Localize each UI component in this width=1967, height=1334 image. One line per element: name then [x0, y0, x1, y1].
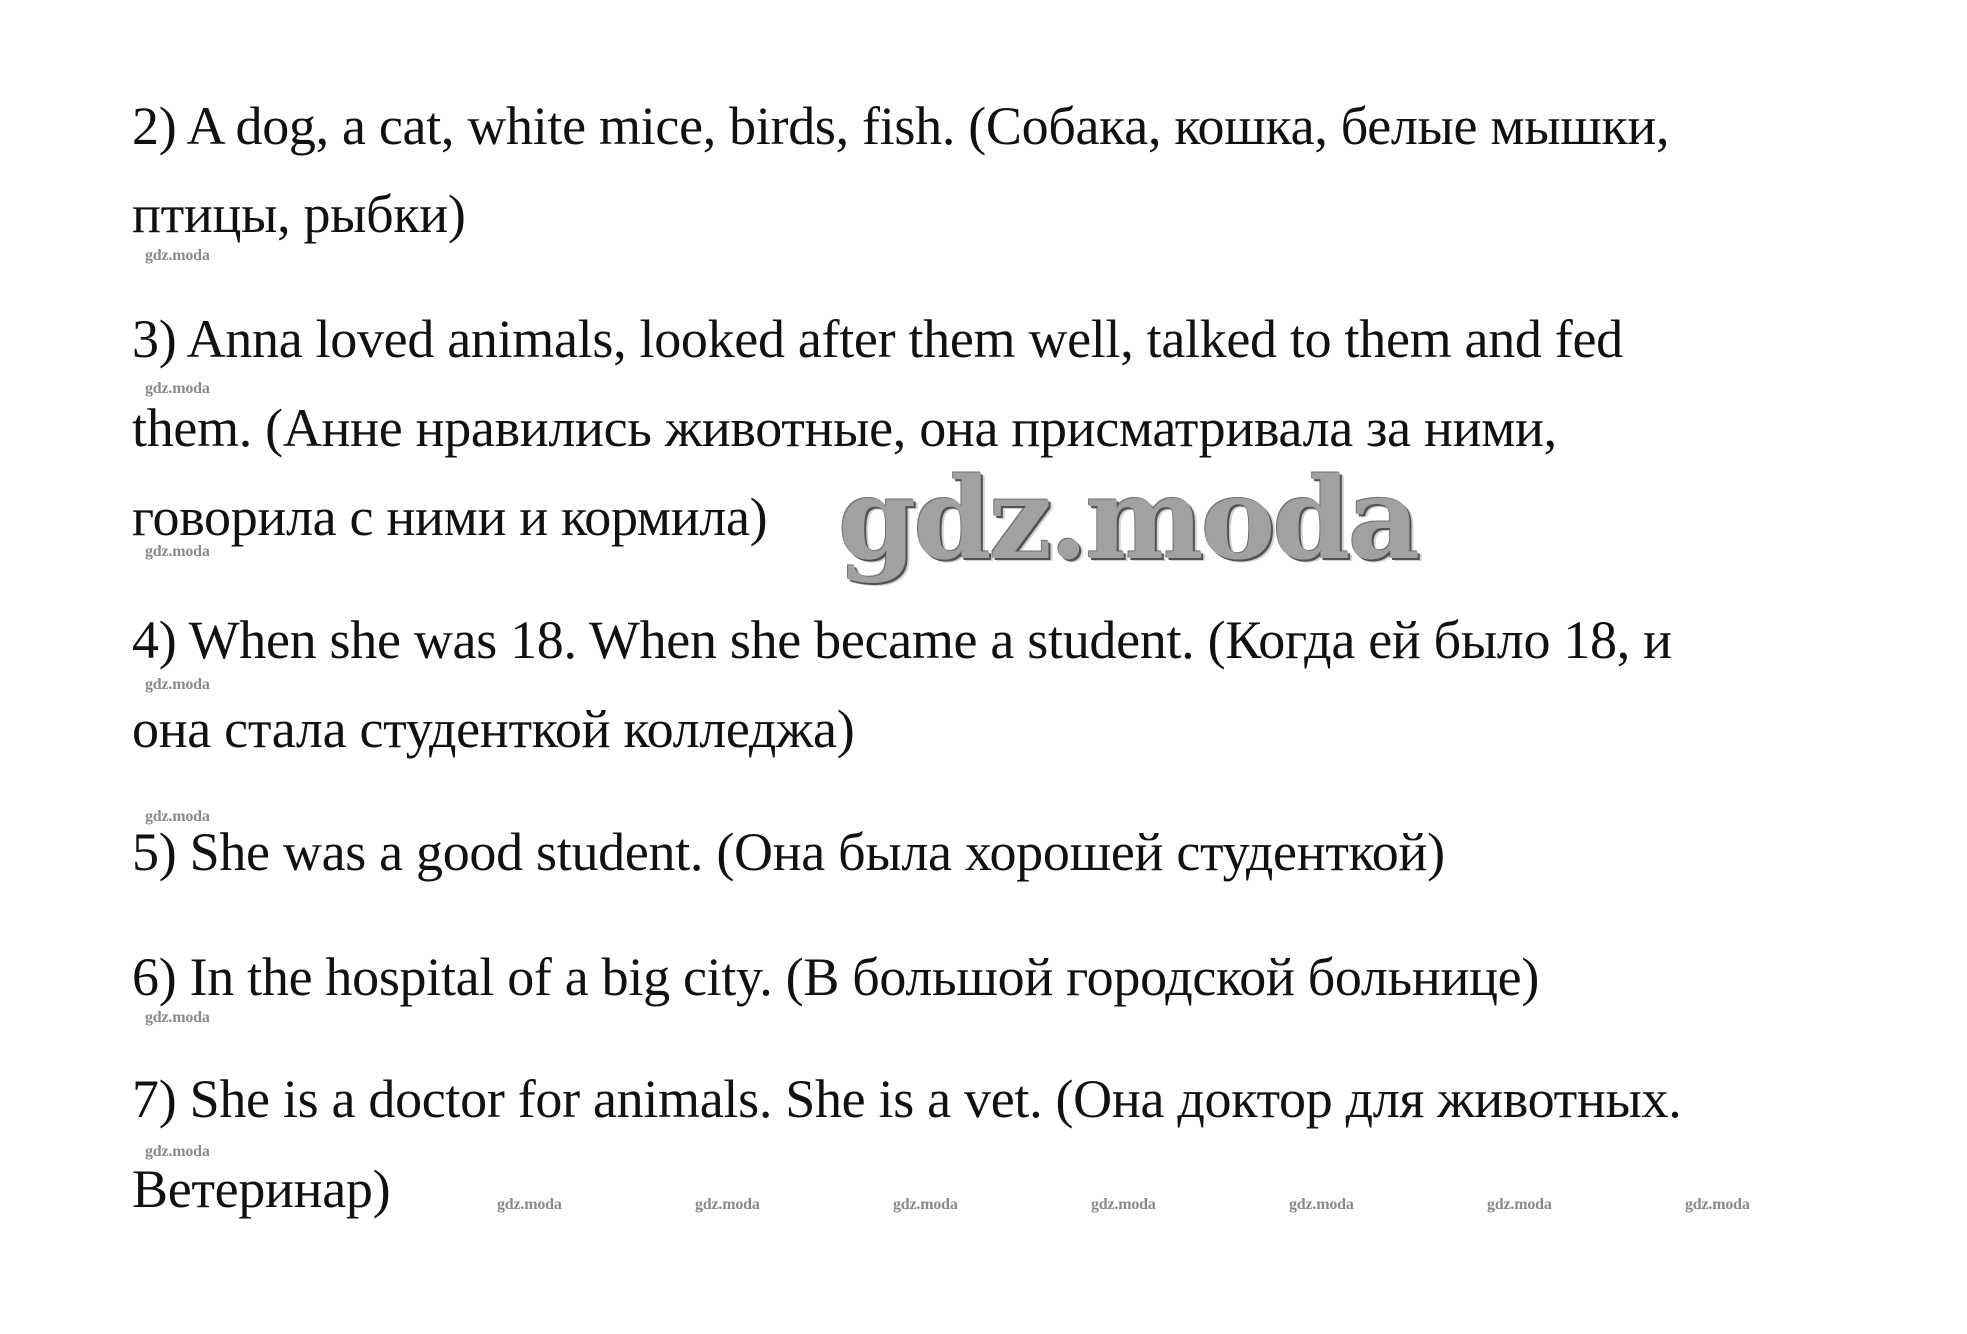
answer-7-line-1: 7) She is a doctor for animals. She is a vet. (Она доктор для животных.	[132, 1069, 1682, 1129]
answer-3-line-3: говорила с ними и кормила)	[132, 487, 768, 547]
watermark-small: gdz.moda	[1487, 1196, 1552, 1213]
watermark-small: gdz.moda	[145, 1143, 210, 1160]
watermark-small: gdz.moda	[695, 1196, 760, 1213]
watermark-small: gdz.moda	[145, 543, 210, 560]
answer-7-line-2: Ветеринар)	[132, 1159, 391, 1219]
watermark-small: gdz.moda	[145, 1009, 210, 1026]
watermark-small: gdz.moda	[497, 1196, 562, 1213]
watermark-logo: gdz.moda	[838, 454, 1418, 585]
answer-5-line-1: 5) She was a good student. (Она была хорошей студенткой)	[132, 822, 1445, 882]
watermark-small: gdz.moda	[145, 808, 210, 825]
watermark-small: gdz.moda	[1289, 1196, 1354, 1213]
answer-3-line-2: them. (Анне нравились животные, она присматривала за ними,	[132, 398, 1557, 458]
answer-2-line-2: птицы, рыбки)	[132, 184, 466, 244]
answer-4-line-2: она стала студенткой колледжа)	[132, 699, 855, 759]
watermark-small: gdz.moda	[145, 676, 210, 693]
watermark-small: gdz.moda	[893, 1196, 958, 1213]
watermark-small: gdz.moda	[1091, 1196, 1156, 1213]
watermark-small: gdz.moda	[1685, 1196, 1750, 1213]
answer-4-line-1: 4) When she was 18. When she became a student. (Когда ей было 18, и	[132, 610, 1672, 670]
answer-3-line-1: 3) Anna loved animals, looked after them well, talked to them and fed	[132, 309, 1623, 369]
answer-2-line-1: 2) A dog, a cat, white mice, birds, fish. (Собака, кошка, белые мышки,	[132, 96, 1670, 156]
watermark-small: gdz.moda	[145, 247, 210, 264]
watermark-small: gdz.moda	[145, 380, 210, 397]
answer-6-line-1: 6) In the hospital of a big city. (В большой городской больнице)	[132, 947, 1540, 1007]
